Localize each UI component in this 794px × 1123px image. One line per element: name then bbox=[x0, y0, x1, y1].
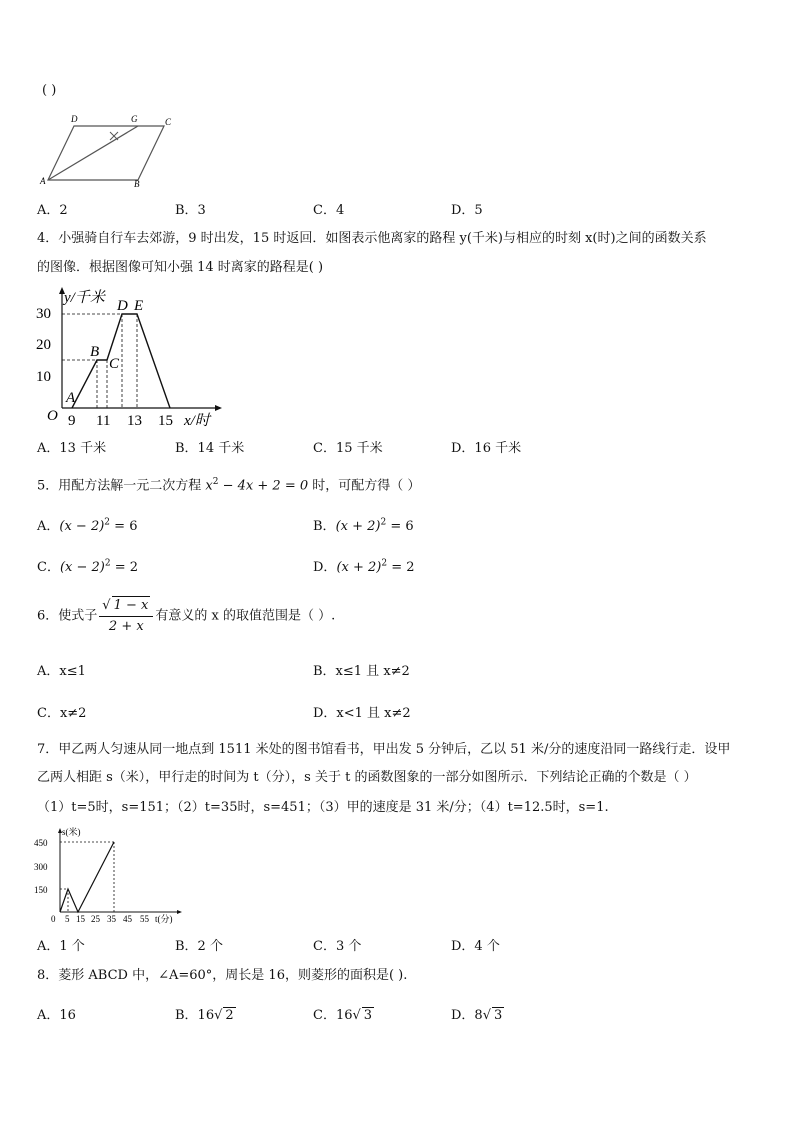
xtick-9: 9 bbox=[68, 413, 76, 429]
q6-option-b[interactable]: B．x≤1 且 x≠2 bbox=[313, 664, 410, 679]
ytick-10: 10 bbox=[36, 369, 51, 385]
radicand: 3 bbox=[494, 1008, 503, 1023]
point-A: A bbox=[66, 390, 76, 406]
point-B: B bbox=[90, 344, 100, 360]
q6-stem bbox=[37, 596, 335, 636]
q3-option-d[interactable]: D．5 bbox=[451, 203, 483, 218]
xtick-11: 11 bbox=[96, 413, 111, 429]
q5-option-a[interactable] bbox=[37, 515, 137, 534]
option-rhs: = 2 bbox=[387, 560, 415, 575]
option-exp: 2 bbox=[380, 517, 387, 528]
fraction-numerator: √ 1 − x bbox=[99, 596, 153, 617]
q7-option-c[interactable]: C．3 个 bbox=[313, 939, 362, 954]
q5-stem bbox=[37, 473, 420, 495]
q8-option-b[interactable]: B．16√ 2 bbox=[175, 1008, 234, 1023]
ytick-20: 20 bbox=[36, 337, 51, 353]
option-exp: 2 bbox=[104, 558, 111, 569]
q3-option-a[interactable]: A．2 bbox=[37, 203, 68, 218]
option-expr: (x − 2) bbox=[59, 560, 105, 575]
fraction-denominator: 2 + x bbox=[108, 619, 144, 634]
q3-parallelogram-figure bbox=[38, 112, 178, 188]
option-rhs: = 2 bbox=[110, 560, 139, 575]
x-axis-arrow bbox=[177, 910, 182, 914]
q5-eq-rest: − 4x + 2 = 0 bbox=[218, 478, 309, 494]
q4-option-d[interactable]: D．16 千米 bbox=[451, 441, 522, 456]
q7-stem-line3: （1）t=5时，s=151；（2）t=35时，s=451；（3）甲的速度是 31 米/分；（4）t=12.5时，s=1. bbox=[37, 800, 609, 815]
label-D: D bbox=[71, 114, 78, 124]
q5-eq-var: x bbox=[205, 478, 213, 494]
option-expr: (x + 2) bbox=[336, 560, 382, 575]
ytick-450: 450 bbox=[34, 838, 48, 848]
option-label: C． bbox=[37, 560, 60, 575]
x-axis-label: x/时 bbox=[184, 413, 210, 429]
q8-stem: 8．菱形 ABCD 中，∠A=60°，周长是 16，则菱形的面积是( ). bbox=[37, 968, 408, 983]
parallelogram-outline bbox=[48, 126, 164, 180]
option-label: C．16 bbox=[313, 1008, 353, 1023]
point-E: E bbox=[134, 298, 144, 314]
q7-distance-time-chart bbox=[34, 826, 184, 926]
q3-answer-paren: ( ) bbox=[42, 83, 57, 98]
q7-stem-line2: 乙两人相距 s（米），甲行走的时间为 t（分），s 关于 t 的函数图象的一部分如图所示．下列结论正确的个数是（ ） bbox=[37, 770, 697, 785]
q4-option-a[interactable]: A．13 千米 bbox=[37, 441, 107, 456]
q6-stem-tail: 有意义的 x 的取值范围是（ ）. bbox=[155, 608, 336, 624]
q8-option-c[interactable]: C．16√ 3 bbox=[313, 1008, 373, 1023]
q6-stem-text: 6．使式子 bbox=[37, 608, 98, 624]
q3-option-b[interactable]: B．3 bbox=[175, 203, 206, 218]
q4-stem-line1: 4．小强骑自行车去郊游，9 时出发，15 时返回．如图表示他离家的路程 y(千米)与相应的时刻 x(时)之间的函数关系 bbox=[37, 231, 707, 246]
x-axis-arrow bbox=[215, 405, 222, 411]
ytick-30: 30 bbox=[36, 306, 51, 322]
q4-stem-line2: 的图像．根据图像可知小强 14 时离家的路程是( ) bbox=[37, 260, 324, 275]
option-rhs: = 6 bbox=[110, 519, 138, 534]
q3-option-c[interactable]: C．4 bbox=[313, 203, 345, 218]
q5-stem-tail: 时，可配方得（ ） bbox=[312, 478, 421, 494]
origin-label: O bbox=[47, 408, 58, 424]
xtick-15: 15 bbox=[158, 413, 173, 429]
q6-option-d[interactable]: D．x<1 且 x≠2 bbox=[313, 706, 411, 721]
option-label: A． bbox=[37, 519, 60, 534]
label-C: C bbox=[165, 117, 172, 127]
q8-option-a[interactable]: A．16 bbox=[37, 1008, 76, 1023]
option-expr: (x − 2) bbox=[59, 519, 105, 534]
q6-option-c[interactable]: C．x≠2 bbox=[37, 706, 87, 721]
q7-option-d[interactable]: D．4 个 bbox=[451, 939, 500, 954]
option-label: D． bbox=[313, 560, 337, 575]
q5-eq-exp: 2 bbox=[212, 477, 219, 487]
option-exp: 2 bbox=[381, 558, 388, 569]
ytick-150: 150 bbox=[34, 885, 48, 895]
xtick-13: 13 bbox=[127, 413, 142, 429]
label-G: G bbox=[131, 114, 138, 124]
xtick-55: 55 bbox=[140, 914, 149, 924]
point-C: C bbox=[109, 356, 120, 372]
q6-fraction bbox=[99, 596, 153, 636]
ytick-300: 300 bbox=[34, 862, 48, 872]
q5-option-b[interactable] bbox=[313, 515, 414, 534]
q5-stem-text: 5．用配方法解一元二次方程 bbox=[37, 478, 202, 494]
option-label: B． bbox=[313, 519, 336, 534]
option-rhs: = 6 bbox=[386, 519, 414, 534]
y-axis-label: s(米) bbox=[62, 827, 81, 837]
point-D: D bbox=[117, 298, 128, 314]
distance-line bbox=[72, 314, 170, 408]
q5-option-d[interactable] bbox=[313, 556, 415, 575]
xtick-15: 15 bbox=[76, 914, 85, 924]
radicand: 2 bbox=[225, 1008, 234, 1023]
xtick-45: 45 bbox=[123, 914, 132, 924]
option-exp: 2 bbox=[104, 517, 111, 528]
q8-option-d[interactable]: D．8√ 3 bbox=[451, 1008, 503, 1023]
x-axis-label: t(分) bbox=[155, 914, 173, 924]
radicand: 1 − x bbox=[113, 598, 149, 613]
xtick-35: 35 bbox=[107, 914, 116, 924]
radicand: 3 bbox=[363, 1008, 373, 1023]
y-axis-label: y/千米 bbox=[64, 290, 105, 306]
q4-option-b[interactable]: B．14 千米 bbox=[175, 441, 245, 456]
q7-option-b[interactable]: B．2 个 bbox=[175, 939, 223, 954]
q4-option-c[interactable]: C．15 千米 bbox=[313, 441, 383, 456]
label-A: A bbox=[40, 176, 46, 186]
label-B: B bbox=[134, 179, 140, 188]
option-expr: (x + 2) bbox=[335, 519, 381, 534]
q4-distance-time-chart bbox=[30, 284, 230, 430]
xtick-0: 0 bbox=[51, 914, 56, 924]
q5-option-c[interactable] bbox=[37, 556, 138, 575]
option-label: D．8 bbox=[451, 1008, 483, 1023]
q6-option-a[interactable]: A．x≤1 bbox=[37, 664, 86, 679]
q7-option-a[interactable]: A．1 个 bbox=[37, 939, 85, 954]
q7-stem-line1: 7．甲乙两人匀速从同一地点到 1511 米处的图书馆看书，甲出发 5 分钟后，乙以 51 米/分的速度沿同一路线行走．设甲 bbox=[37, 742, 731, 757]
xtick-25: 25 bbox=[91, 914, 100, 924]
xtick-5: 5 bbox=[65, 914, 70, 924]
option-label: B．16 bbox=[175, 1008, 215, 1023]
